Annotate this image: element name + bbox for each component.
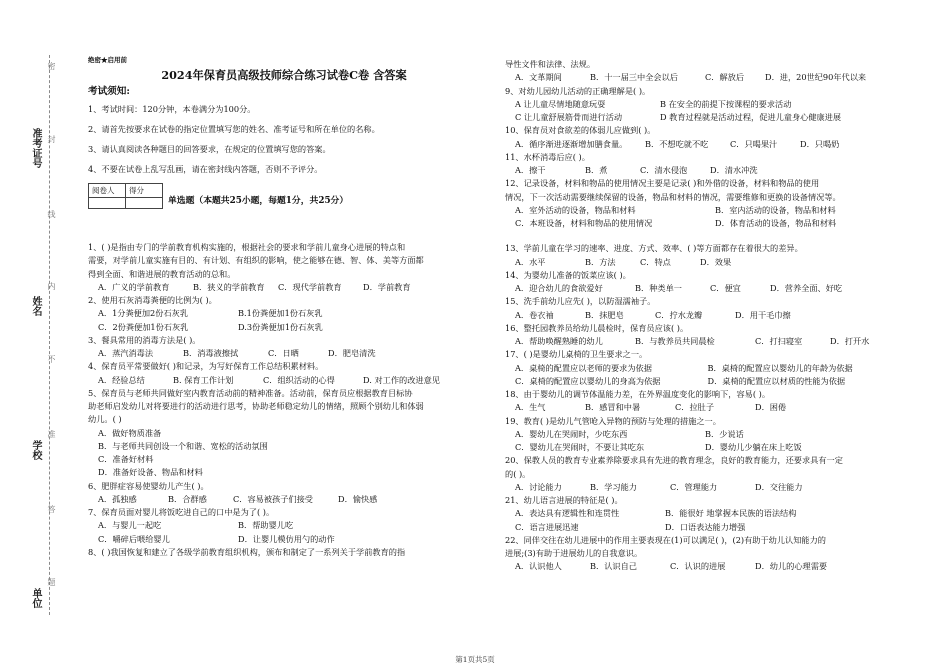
score-area bbox=[88, 179, 488, 241]
answer-option: A．做好物质准备 bbox=[98, 427, 162, 438]
page-number: 第1页共5页 bbox=[455, 655, 495, 664]
answer-option: A．循序渐进逐渐增加膳食量。 bbox=[515, 138, 628, 149]
answer-option: D．交往能力 bbox=[755, 481, 803, 492]
answer-option: D．体育活动的设备，物品和材料 bbox=[715, 218, 837, 228]
answer-option: A．婴幼儿在哭闹时，少吃东西 bbox=[515, 428, 628, 439]
binding-margin bbox=[0, 0, 60, 671]
question-text: 21、幼儿语言进展的特征是( )。 bbox=[505, 495, 623, 505]
answer-option: B．煮 bbox=[585, 165, 608, 175]
option-row bbox=[88, 347, 488, 360]
answer-option: D．愉快感 bbox=[338, 493, 378, 504]
answer-option: B 在安全的前提下按课程的要求活动 bbox=[660, 98, 792, 109]
exam-no-label: 准考证号 bbox=[30, 128, 41, 168]
notice-title: 考试须知: bbox=[88, 86, 130, 97]
unit-label: 单位 bbox=[30, 588, 41, 608]
answer-option: D．口语表达能力增强 bbox=[665, 521, 746, 532]
option-row bbox=[505, 71, 905, 84]
question-text: 17、( )是婴幼儿桌椅的卫生要求之一。 bbox=[505, 349, 648, 360]
answer-option: C．管理能力 bbox=[670, 481, 718, 492]
answer-option: A．表达具有逻辑性和连贯性 bbox=[515, 508, 620, 519]
notice-item: 1、考试时间：120分钟，本卷满分为100分。 bbox=[88, 104, 256, 114]
answer-option: D．学前教育 bbox=[363, 281, 411, 292]
answer-option: C．语言进展迅速 bbox=[515, 521, 579, 532]
question-text: 13、学前儿童在学习的速率、进度、方式、效率、( )等方面都存在着很大的差异。 bbox=[505, 243, 803, 254]
answer-option: C．只喝果汁 bbox=[730, 138, 778, 149]
question-text: 的( )。 bbox=[505, 468, 531, 479]
question-text: 得到全面、和谐进展的教育活动的总和。 bbox=[88, 268, 236, 279]
option-row bbox=[505, 204, 905, 217]
answer-option: C．组织活动的心得 bbox=[263, 374, 335, 385]
score-cell: 得分 bbox=[126, 184, 163, 198]
answer-option: A．孤独感 bbox=[98, 493, 137, 504]
question-text: 22、同伴交往在幼儿进展中的作用主要表现在(1)可以满足( )，(2)有助于幼儿认知能力的 bbox=[505, 534, 826, 545]
answer-option: A．1分粪便加2份石灰乳 bbox=[98, 308, 189, 319]
answer-option: B．认识自己 bbox=[590, 561, 637, 572]
answer-option: C．认识的进展 bbox=[670, 561, 726, 572]
right-column bbox=[505, 58, 905, 574]
option-row bbox=[505, 282, 905, 295]
answer-option: C．日晒 bbox=[268, 348, 299, 358]
answer-option: A．水平 bbox=[515, 256, 546, 267]
answer-option: A．帮助唤醒熟睡的幼儿 bbox=[515, 336, 603, 346]
section-title: 单选题（本题共25小题，每题1分，共25分） bbox=[168, 196, 349, 206]
question-text: 7、保育员面对婴儿将饭吃进自己的口中是为了( )。 bbox=[88, 507, 275, 517]
answer-option: D．准备好设备、物品和材料 bbox=[98, 467, 203, 478]
answer-option: D．效果 bbox=[700, 256, 732, 267]
answer-option: C．嚼碎后喂给婴儿 bbox=[98, 533, 170, 544]
option-row bbox=[505, 401, 905, 414]
answer-option: B．种类单一 bbox=[635, 283, 682, 293]
seal-marker: 答 bbox=[47, 505, 56, 513]
option-row bbox=[88, 427, 488, 440]
answer-option: D．桌椅的配置应以材质的性能为依据 bbox=[707, 375, 846, 386]
answer-option: B．桌椅的配置应以婴幼儿的年龄为依据 bbox=[707, 362, 853, 373]
option-row bbox=[505, 138, 905, 151]
option-row bbox=[505, 521, 905, 534]
seal-marker: 线 bbox=[47, 210, 56, 218]
option-row bbox=[88, 440, 488, 453]
answer-option: D.3份粪便加1份石灰乳 bbox=[238, 321, 323, 332]
answer-option: B.1份粪便加1份石灰乳 bbox=[238, 308, 323, 319]
answer-option: A．讨论能力 bbox=[515, 481, 562, 492]
answer-option: B．抹肥皂 bbox=[585, 309, 624, 320]
answer-option: D．营养全面、好吃 bbox=[770, 283, 843, 293]
answer-option: D．清水冲洗 bbox=[710, 165, 758, 175]
question-text: 1、( )是指由专门的学前教育机构实施的，根据社会的要求和学前儿童身心进展的特点和 bbox=[88, 242, 406, 252]
question-text: 6、肥胖症容易使婴幼儿产生( )。 bbox=[88, 480, 209, 491]
answer-option: D．进，20世纪90年代以来 bbox=[765, 72, 867, 83]
answer-option: D．打开水 bbox=[830, 336, 870, 346]
question-text: 进展;(3)有助于进展幼儿的自我意识。 bbox=[505, 548, 643, 558]
notice-item: 4、不要在试卷上乱写乱画，请在密封线内答题，否则不予评分。 bbox=[88, 164, 323, 174]
answer-option: B. 保育工作计划 bbox=[173, 374, 234, 385]
option-row bbox=[505, 362, 905, 375]
seal-marker: 准 bbox=[47, 430, 56, 438]
option-row bbox=[505, 111, 905, 124]
answer-option: C．容易被孩子们接受 bbox=[233, 493, 313, 504]
grader-blank bbox=[89, 198, 126, 209]
option-row bbox=[505, 256, 905, 269]
option-row bbox=[505, 428, 905, 441]
option-row bbox=[505, 98, 905, 111]
question-text: 情况，下一次活动需要继续保留的设备，物品和材料的情况，需要维修和更换的设备情况等。 bbox=[505, 191, 841, 202]
answer-option: C．婴幼儿在哭闹时，不要让其吃东 bbox=[515, 442, 645, 452]
answer-option: B．十一届三中全会以后 bbox=[590, 72, 678, 83]
question-text: 助老师启发幼儿对将要进行的活动进行思考，协助老师稳定幼儿的情绪，照顾个别幼儿和体弱 bbox=[88, 401, 424, 411]
option-row bbox=[88, 533, 488, 546]
answer-option: C．清水侵泡 bbox=[640, 165, 688, 175]
answer-option: D. 对工作的改进意见 bbox=[363, 374, 440, 385]
question-text: 5、保育员与老师共同做好室内教育活动前的精神准备。活动前，保育员应根据教育目标协 bbox=[88, 387, 413, 398]
grader-cell: 阅卷人 bbox=[89, 184, 126, 198]
question-text: 20、保教人员的教育专业素养除要求具有先进的教育理念，良好的教育能力，还要求具有一定 bbox=[505, 455, 843, 466]
answer-option: B．能很好 地掌握本民族的语法结构 bbox=[665, 508, 797, 519]
answer-option: D．让婴儿模仿用勺的动作 bbox=[238, 533, 335, 544]
seal-marker: 密 bbox=[47, 62, 56, 70]
answer-option: B．少说话 bbox=[705, 428, 744, 439]
notice-list bbox=[88, 99, 488, 179]
option-row bbox=[88, 374, 488, 387]
question-text: 3、餐具常用的消毒方法是( )。 bbox=[88, 334, 201, 345]
answer-option: B．学习能力 bbox=[590, 481, 637, 492]
answer-option: C．特点 bbox=[640, 256, 671, 267]
option-row bbox=[88, 466, 488, 479]
name-label: 姓名 bbox=[30, 296, 41, 316]
answer-option: B．与老师共同创设一个和谐、宽松的活动氛围 bbox=[98, 440, 268, 451]
answer-option: A．认识他人 bbox=[515, 561, 562, 572]
answer-option: A．迎合幼儿的食欲爱好 bbox=[515, 283, 603, 293]
spacer bbox=[505, 230, 905, 242]
answer-option: A．蒸汽消毒法 bbox=[98, 348, 154, 358]
question-text: 9、对幼儿园幼儿活动的正确理解是( )。 bbox=[505, 85, 651, 96]
option-row bbox=[88, 493, 488, 506]
option-row bbox=[88, 307, 488, 320]
secret-tag: 绝密★启用前 bbox=[88, 56, 127, 64]
notice-item: 3、请认真阅读各种题目的回答要求，在规定的位置填写您的答案。 bbox=[88, 144, 331, 154]
option-row bbox=[505, 481, 905, 494]
answer-option: C．解放后 bbox=[705, 72, 745, 83]
answer-option: D．幼儿的心理需要 bbox=[755, 561, 828, 572]
seal-marker: 题 bbox=[47, 578, 56, 586]
answer-option: C．2份粪便加1份石灰乳 bbox=[98, 321, 189, 332]
answer-option: C．现代学前教育 bbox=[278, 281, 342, 292]
answer-option: A．广义的学前教育 bbox=[98, 281, 170, 292]
option-row bbox=[505, 217, 905, 230]
question-text: 10、保育员对食欲差的体弱儿应做到( )。 bbox=[505, 125, 656, 136]
answer-option: C．便宜 bbox=[710, 283, 741, 293]
option-row bbox=[88, 321, 488, 334]
option-row bbox=[505, 441, 905, 454]
option-row bbox=[505, 375, 905, 388]
answer-option: B．室内活动的设备，物品和材料 bbox=[715, 204, 836, 215]
answer-option: D．婴幼儿少躺在床上吃饭 bbox=[705, 442, 802, 452]
option-row bbox=[88, 281, 488, 294]
question-text: 11、水杯消毒后应( )。 bbox=[505, 151, 590, 162]
question-list-right bbox=[505, 58, 905, 574]
answer-option: A．文革期间 bbox=[515, 72, 562, 83]
answer-option: A 让儿童尽情地随意玩耍 bbox=[515, 98, 606, 109]
answer-option: A．室外活动的设备，物品和材料 bbox=[515, 204, 636, 215]
answer-option: A．桌椅的配置应以老师的要求为依据 bbox=[515, 362, 652, 373]
school-label: 学校 bbox=[30, 440, 41, 460]
question-text: 19、教育( )是幼儿气管呛入异物的预防与处理的措施之一。 bbox=[505, 415, 721, 426]
option-row bbox=[88, 519, 488, 532]
answer-option: B．合群感 bbox=[168, 493, 207, 504]
question-text: 15、洗手前幼儿应先( )，以防湿濡袖子。 bbox=[505, 296, 656, 307]
answer-option: B．帮助婴儿吃 bbox=[238, 520, 294, 531]
question-text: 2、使用石灰消毒粪便的比例为( )。 bbox=[88, 295, 217, 305]
question-text: 12、记录设备，材料和物品的使用情况主要是记录( )和外借的设备，材料和物品的使用 bbox=[505, 178, 820, 189]
answer-option: B．方法 bbox=[585, 256, 616, 267]
answer-option: C．打扫寝室 bbox=[755, 336, 803, 346]
notice-item: 2、请首先按要求在试卷的指定位置填写您的姓名、准考证号和所在单位的名称。 bbox=[88, 124, 380, 134]
question-text: 需要，对学前儿童实施有目的、有计划、有组织的影响，使之能够在德、智、体、美等方面都 bbox=[88, 255, 424, 266]
answer-option: B．与教养员共同晨检 bbox=[635, 336, 715, 346]
answer-option: B．不想吃就不吃 bbox=[645, 138, 709, 149]
answer-option: C 让儿童舒展筋骨而进行活动 bbox=[515, 112, 623, 122]
question-text: 幼儿。( ) bbox=[88, 414, 122, 425]
seal-marker: 不 bbox=[47, 355, 56, 363]
answer-option: C．拉肚子 bbox=[675, 402, 715, 413]
answer-option: D 教育过程就是活动过程，促进儿童身心健康进展 bbox=[660, 112, 842, 122]
seal-marker: 内 bbox=[47, 282, 56, 290]
question-text: 导性文件和法律、法规。 bbox=[505, 59, 596, 69]
answer-option: C．本班设备，材料和物品的使用情况 bbox=[515, 218, 653, 228]
answer-option: C．拧水龙瓣 bbox=[655, 309, 703, 320]
answer-option: D．用干毛巾擦 bbox=[735, 309, 791, 320]
question-list-left bbox=[88, 241, 488, 559]
left-column bbox=[88, 56, 488, 559]
seal-marker: 封 bbox=[47, 135, 56, 143]
answer-option: D．只喝奶 bbox=[800, 138, 840, 149]
score-table bbox=[88, 183, 163, 209]
answer-option: B．感冒和中暑 bbox=[585, 402, 641, 413]
answer-option: B．消毒液擦拭 bbox=[183, 348, 239, 358]
option-row bbox=[505, 560, 905, 573]
option-row bbox=[505, 507, 905, 520]
option-row bbox=[505, 309, 905, 322]
answer-option: B．狭义的学前教育 bbox=[193, 281, 265, 292]
option-row bbox=[505, 164, 905, 177]
answer-option: D．肥皂清洗 bbox=[328, 348, 376, 358]
option-row bbox=[505, 335, 905, 348]
answer-option: C．准备好材料 bbox=[98, 454, 154, 464]
answer-option: D．困倦 bbox=[755, 402, 787, 413]
option-row bbox=[88, 453, 488, 466]
question-text: 4、保育员平常要做好( )和记录，为写好保育工作总结积累材料。 bbox=[88, 361, 324, 372]
answer-option: A．生气 bbox=[515, 402, 546, 413]
answer-option: A．与婴儿一起吃 bbox=[98, 520, 162, 531]
answer-option: A．卷衣袖 bbox=[515, 309, 554, 320]
page-title: 2024年保育员高级技师综合练习试卷C卷 含答案 bbox=[161, 68, 407, 82]
answer-option: C．桌椅的配置应以婴幼儿的身高为依据 bbox=[515, 375, 661, 386]
answer-option: A．擦干 bbox=[515, 165, 546, 175]
question-text: 14、为婴幼儿准备的饭菜应该( )。 bbox=[505, 269, 631, 280]
question-text: 16、整托园教养员给幼儿晨检时，保育员应该( )。 bbox=[505, 322, 689, 333]
answer-option: A．经验总结 bbox=[98, 374, 145, 385]
question-text: 18、由于婴幼儿的调节体温能力差，在外界温度变化的影响下，容易( )。 bbox=[505, 389, 771, 399]
question-text: 8、( )我国恢复和建立了各级学前教育组织机构，颁布和制定了一系列关于学前教育的指 bbox=[88, 546, 406, 557]
score-blank bbox=[126, 198, 163, 209]
